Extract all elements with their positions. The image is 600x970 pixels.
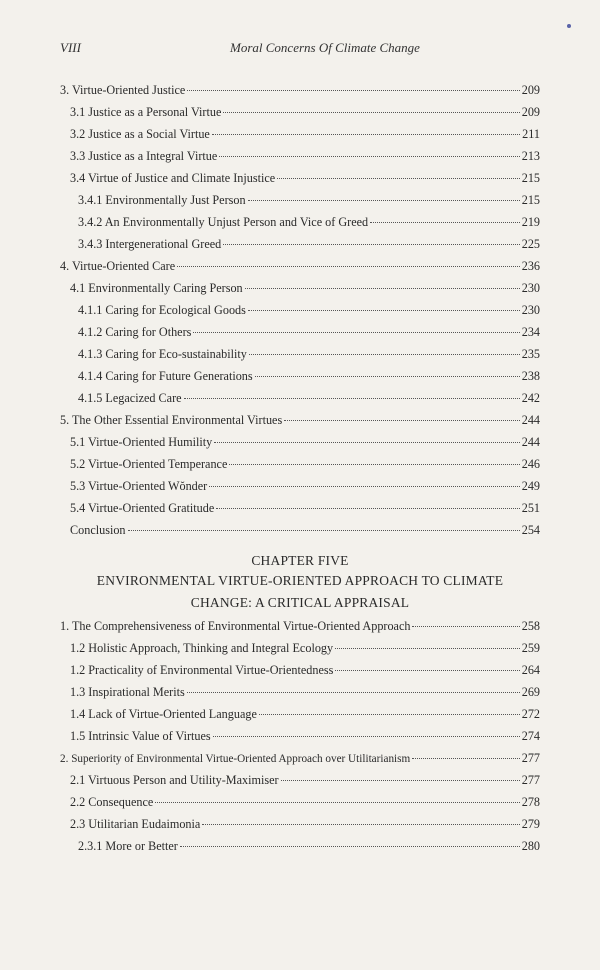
toc-entry — [60, 233, 540, 255]
dot-leader — [128, 529, 520, 531]
toc-entry-page: 219 — [521, 215, 540, 229]
dot-leader — [245, 287, 520, 289]
toc-entry-label: 4.1.2 Caring for Others — [78, 325, 192, 339]
toc-entry-label: 1.3 Inspirational Merits — [70, 685, 185, 699]
toc-entry-page: 235 — [521, 347, 540, 361]
toc-entry — [60, 167, 540, 189]
toc-entry-page: 238 — [521, 369, 540, 383]
toc-entry-label: 5.4 Virtue-Oriented Gratitude — [70, 501, 215, 515]
toc-entry-page: 236 — [521, 259, 540, 273]
toc-section-continued — [60, 79, 540, 541]
toc-entry — [60, 387, 540, 409]
toc-entry-label: 1. The Comprehensiveness of Environmental Virtue-Oriented Approach — [60, 619, 411, 633]
toc-entry — [60, 813, 540, 835]
dot-leader — [214, 441, 519, 443]
toc-entry — [60, 255, 540, 277]
dot-leader — [177, 265, 520, 267]
toc-entry-label: 3.1 Justice as a Personal Virtue — [70, 105, 222, 119]
dot-leader — [248, 309, 520, 311]
dot-leader — [248, 199, 520, 201]
toc-entry-label: 3.4.2 An Environmentally Unjust Person and Vice of Greed — [78, 215, 369, 229]
toc-entry-label: 4.1.5 Legacized Care — [78, 391, 182, 405]
toc-entry-page: 242 — [521, 391, 540, 405]
toc-entry-label: 3.4 Virtue of Justice and Climate Injustice — [70, 171, 276, 185]
toc-entry — [60, 343, 540, 365]
toc-entry-page: 277 — [521, 751, 540, 765]
toc-entry-page: 258 — [521, 619, 540, 633]
dot-leader — [202, 823, 519, 825]
toc-entry-page: 280 — [521, 839, 540, 853]
toc-entry-page: 209 — [521, 83, 540, 97]
toc-entry-page: 244 — [521, 435, 540, 449]
toc-entry — [60, 145, 540, 167]
dot-leader — [259, 713, 520, 715]
dot-leader — [284, 419, 520, 421]
dot-leader — [335, 669, 519, 671]
toc-entry-label: 2.1 Virtuous Person and Utility-Maximiser — [70, 773, 279, 787]
toc-entry-label: 4.1.4 Caring for Future Generations — [78, 369, 253, 383]
toc-entry-page: 246 — [521, 457, 540, 471]
ink-speck — [567, 24, 571, 28]
toc-entry — [60, 835, 540, 857]
toc-entry — [60, 321, 540, 343]
toc-entry — [60, 431, 540, 453]
toc-entry-page: 269 — [521, 685, 540, 699]
dot-leader — [370, 221, 520, 223]
toc-entry — [60, 519, 540, 541]
dot-leader — [335, 647, 520, 649]
chapter-title-line-1: ENVIRONMENTAL VIRTUE-ORIENTED APPROACH TO CLIMATE — [96, 573, 504, 588]
toc-entry-page: 249 — [521, 479, 540, 493]
chapter-heading: CHAPTER FIVE — [251, 553, 349, 568]
toc-entry-label: 3.4.3 Intergenerational Greed — [78, 237, 222, 251]
toc-entry — [60, 681, 540, 703]
toc-entry-page: 234 — [521, 325, 540, 339]
toc-entry-label: 1.2 Holistic Approach, Thinking and Integral Ecology — [70, 641, 334, 655]
dot-leader — [412, 757, 520, 759]
dot-leader — [229, 463, 519, 465]
toc-entry-label: 5.2 Virtue-Oriented Temperance — [70, 457, 228, 471]
toc-entry — [60, 475, 540, 497]
toc-entry-label: 3.2 Justice as a Social Virtue — [70, 127, 210, 141]
toc-entry — [60, 637, 540, 659]
toc-entry-page: 264 — [521, 663, 540, 677]
toc-entry-label: 4.1.3 Caring for Eco-sustainability — [78, 347, 247, 361]
toc-entry-label: 5.1 Virtue-Oriented Humility — [70, 435, 213, 449]
toc-entry-label: 2.3 Utilitarian Eudaimonia — [70, 817, 201, 831]
toc-entry-label: 2.3.1 More or Better — [78, 839, 178, 853]
toc-entry-page: 278 — [521, 795, 540, 809]
running-title: Moral Concerns Of Climate Change — [230, 40, 420, 55]
chapter-title-line-2: CHANGE: A CRITICAL APPRAISAL — [190, 595, 410, 610]
dot-leader — [249, 353, 520, 355]
toc-entry — [60, 659, 540, 681]
toc-entry-label: Conclusion — [70, 523, 126, 537]
dot-leader — [155, 801, 519, 803]
toc-entry-label: 4.1 Environmentally Caring Person — [70, 281, 243, 295]
table-of-contents — [60, 79, 540, 857]
toc-entry-label: 1.4 Lack of Virtue-Oriented Language — [70, 707, 257, 721]
toc-entry-page: 230 — [521, 281, 540, 295]
page-number: VIII — [60, 40, 81, 55]
dot-leader — [213, 735, 520, 737]
toc-entry-page: 209 — [521, 105, 540, 119]
toc-entry — [60, 703, 540, 725]
toc-entry — [60, 299, 540, 321]
toc-entry — [60, 497, 540, 519]
toc-entry-label: 5.3 Virtue-Oriented Wŏnder — [70, 479, 208, 493]
toc-entry-label: 1.5 Intrinsic Value of Virtues — [70, 729, 211, 743]
toc-entry-label: 3.3 Justice as a Integral Virtue — [70, 149, 218, 163]
toc-entry-page: 213 — [521, 149, 540, 163]
toc-entry-label: 3.4.1 Environmentally Just Person — [78, 193, 246, 207]
toc-entry — [60, 79, 540, 101]
dot-leader — [212, 133, 520, 135]
toc-entry — [60, 123, 540, 145]
dot-leader — [223, 111, 519, 113]
toc-entry-label: 4.1.1 Caring for Ecological Goods — [78, 303, 246, 317]
toc-entry — [60, 365, 540, 387]
toc-entry-label: 4. Virtue-Oriented Care — [60, 259, 176, 273]
toc-entry-label: 1.2 Practicality of Environmental Virtue-Orientedness — [70, 663, 334, 677]
toc-entry-page: 244 — [521, 413, 540, 427]
toc-entry — [60, 747, 540, 769]
toc-entry-label: 5. The Other Essential Environmental Virtues — [60, 413, 283, 427]
toc-entry — [60, 791, 540, 813]
toc-entry — [60, 769, 540, 791]
dot-leader — [281, 779, 520, 781]
toc-entry-page: 211 — [522, 127, 540, 141]
toc-entry-label: 3. Virtue-Oriented Justice — [60, 83, 186, 97]
toc-entry-page: 259 — [521, 641, 540, 655]
toc-entry — [60, 615, 540, 637]
toc-entry-page: 272 — [521, 707, 540, 721]
toc-entry-page: 215 — [521, 193, 540, 207]
dot-leader — [216, 507, 519, 509]
dot-leader — [187, 89, 519, 91]
dot-leader — [184, 397, 520, 399]
toc-entry-page: 251 — [521, 501, 540, 515]
dot-leader — [223, 243, 519, 245]
toc-entry-label: 2. Superiority of Environmental Virtue-Oriented Approach over Utilitarianism — [60, 753, 411, 765]
toc-entry — [60, 189, 540, 211]
toc-entry — [60, 211, 540, 233]
dot-leader — [180, 845, 520, 847]
dot-leader — [277, 177, 520, 179]
toc-entry-page: 274 — [521, 729, 540, 743]
toc-entry — [60, 277, 540, 299]
dot-leader — [219, 155, 519, 157]
dot-leader — [255, 375, 520, 377]
toc-entry-page: 277 — [521, 773, 540, 787]
toc-entry — [60, 453, 540, 475]
dot-leader — [209, 485, 519, 487]
toc-entry-page: 254 — [521, 523, 540, 537]
toc-entry-page: 225 — [521, 237, 540, 251]
dot-leader — [412, 625, 519, 627]
toc-entry-page: 279 — [521, 817, 540, 831]
toc-entry — [60, 409, 540, 431]
dot-leader — [187, 691, 520, 693]
toc-entry — [60, 101, 540, 123]
toc-entry — [60, 725, 540, 747]
toc-entry-page: 230 — [521, 303, 540, 317]
toc-entry-page: 215 — [521, 171, 540, 185]
toc-entry-label: 2.2 Consequence — [70, 795, 154, 809]
dot-leader — [193, 331, 519, 333]
toc-section-chapter-five — [60, 615, 540, 857]
